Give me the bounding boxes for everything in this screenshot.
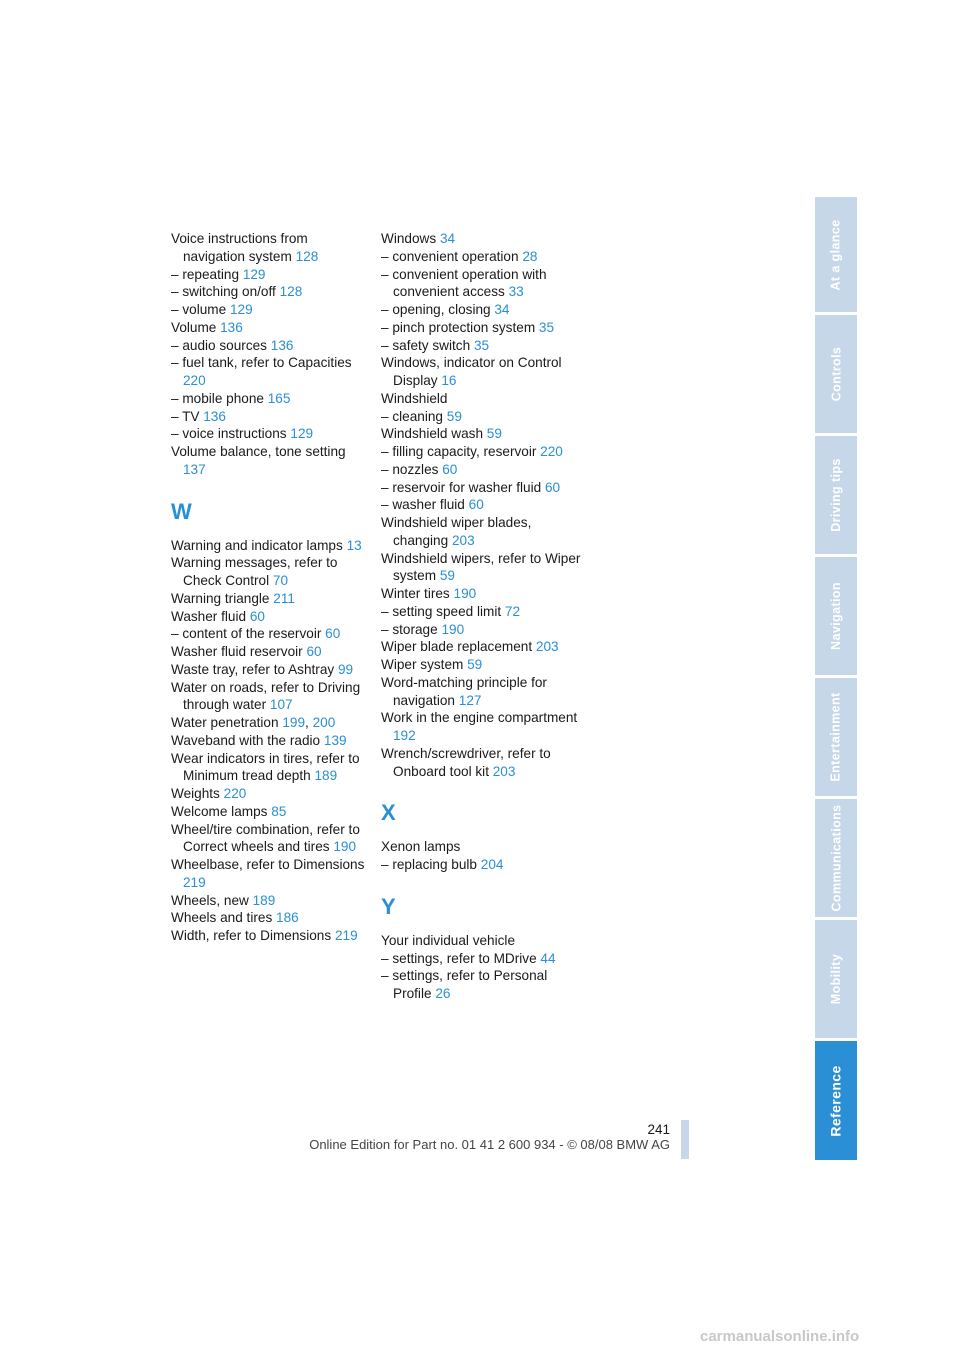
page-reference-link[interactable]: 28 <box>522 248 538 264</box>
page-reference-link[interactable]: 219 <box>183 874 206 890</box>
index-entry-text: – repeating <box>171 266 240 282</box>
tab-entertainment[interactable] <box>815 678 857 796</box>
index-entry <box>171 390 371 408</box>
tab-at-a-glance[interactable] <box>815 197 857 312</box>
index-entry-text: Xenon lamps <box>381 839 461 855</box>
tab-reference[interactable] <box>815 1041 857 1160</box>
page-reference-link[interactable]: 60 <box>442 461 458 477</box>
index-entry <box>171 554 371 590</box>
page-reference-link[interactable]: 203 <box>451 532 475 548</box>
page-reference-link[interactable]: 137 <box>183 461 206 477</box>
page-reference-link[interactable]: 60 <box>544 479 561 495</box>
index-entry <box>381 838 581 856</box>
index-entry: Water penetration 199, 200 <box>171 715 336 730</box>
index-entry-text: – volume <box>171 302 227 317</box>
index-entry-text: – switching on/off <box>171 284 276 300</box>
index-entry <box>381 266 581 302</box>
page-reference-link[interactable]: 70 <box>272 573 289 588</box>
index-entry-text: Windshield wash <box>381 426 483 442</box>
index-entry <box>171 301 371 319</box>
index-entry <box>171 732 371 750</box>
index-entry-text: – settings, refer to MDrive <box>381 950 537 966</box>
index-entry-text: – washer fluid <box>381 497 465 513</box>
index-entry-text: – mobile phone <box>171 390 264 406</box>
index-entry <box>381 674 581 710</box>
index-entry-text: – fuel tank, refer to Capacities <box>171 355 352 371</box>
index-entry <box>381 319 581 337</box>
page-reference-link[interactable]: 190 <box>453 586 477 601</box>
index-entry <box>171 803 371 821</box>
index-entry <box>381 745 581 781</box>
index-entry-text: Wear indicators in tires, refer to Minimum tread depth <box>171 750 360 784</box>
index-entry <box>171 608 371 626</box>
index-entry <box>381 408 581 426</box>
index-entry-text: Wheelbase, refer to Dimensions <box>171 857 365 872</box>
index-entry <box>381 621 581 639</box>
page-reference-link[interactable]: 59 <box>486 426 502 442</box>
index-entry <box>381 230 581 248</box>
index-entry-text: – voice instructions <box>171 426 287 442</box>
index-entry <box>381 856 581 874</box>
index-entry <box>381 496 581 514</box>
index-entry <box>171 266 371 284</box>
index-column-left <box>171 230 371 945</box>
index-entry <box>171 679 371 715</box>
index-entry-text: Windshield <box>381 390 448 406</box>
tab-driving-tips[interactable] <box>815 436 857 554</box>
index-entry <box>171 283 371 301</box>
index-column-right <box>381 230 581 1003</box>
page-reference-link[interactable]: 220 <box>223 786 247 801</box>
index-entry <box>171 856 371 892</box>
index-entry <box>381 337 581 355</box>
index-entry <box>171 408 371 426</box>
index-entry <box>381 932 581 950</box>
index-letter-heading: Y <box>381 893 396 919</box>
index-entry <box>381 950 581 968</box>
page-reference-link[interactable]: 211 <box>273 590 295 606</box>
page-reference-link[interactable]: 199 <box>282 715 306 730</box>
index-entry-text: Washer fluid reservoir <box>171 644 303 659</box>
page-number: 241 <box>647 1122 670 1137</box>
index-entry <box>381 967 581 1003</box>
page-reference-link[interactable]: 129 <box>290 426 314 442</box>
index-entry-text: – pinch protection system <box>381 319 536 335</box>
index-entry-text: – audio sources <box>171 337 267 353</box>
index-entry <box>381 585 581 603</box>
page-reference-link[interactable]: 203 <box>492 763 516 779</box>
page-reference-link[interactable]: 129 <box>229 302 253 317</box>
index-entry-text: Waveband with the radio <box>171 732 321 748</box>
index-entry <box>381 550 581 586</box>
index-entry <box>171 821 371 857</box>
page-reference-link[interactable]: 190 <box>333 839 357 855</box>
index-entry-text: – nozzles <box>381 461 439 477</box>
page-reference-link[interactable]: 136 <box>203 408 226 424</box>
page-reference-link[interactable]: 204 <box>480 857 504 872</box>
page-reference-link[interactable]: 44 <box>540 950 556 966</box>
index-entry <box>171 909 371 927</box>
footer-text: Online Edition for Part no. 01 41 2 600 934 - © 08/08 BMW AG <box>309 1137 670 1152</box>
index-entry-text: – convenient operation with convenient access <box>381 266 547 300</box>
index-letter-heading: W <box>171 498 192 524</box>
index-entry-text: Warning and indicator lamps <box>171 537 343 553</box>
page-reference-link[interactable]: 35 <box>538 319 555 335</box>
page-reference-link[interactable]: 60 <box>325 626 341 642</box>
page-reference-link[interactable]: 165 <box>267 390 291 406</box>
index-entry-text: – content of the reservoir <box>171 626 322 642</box>
index-entry-text: Work in the engine compartment <box>381 710 578 726</box>
index-entry-text: Wheels and tires <box>171 910 273 926</box>
index-entry-text: – reservoir for washer fluid <box>381 479 542 495</box>
page-reference-link[interactable]: 139 <box>323 732 347 748</box>
index-entry <box>381 603 581 621</box>
index-entry <box>381 425 581 443</box>
index-entry <box>171 785 371 803</box>
index-entry-text: Wiper system <box>381 657 464 672</box>
index-entry-text: – setting speed limit <box>381 603 502 619</box>
index-entry-text: Wrench/screwdriver, refer to Onboard tool kit <box>381 745 551 779</box>
watermark: carmanualsonline.info <box>700 1328 860 1345</box>
index-entry <box>171 319 371 337</box>
page-reference-link[interactable]: 26 <box>435 986 451 1001</box>
page-reference-link[interactable]: 60 <box>306 644 322 659</box>
index-entry-text: Voice instructions from navigation system <box>171 231 308 264</box>
index-entry <box>171 927 371 945</box>
page-reference-link[interactable]: 107 <box>269 697 293 713</box>
page-reference-link[interactable]: 189 <box>252 892 276 908</box>
index-entry-text: Warning messages, refer to Check Control <box>171 555 338 588</box>
tab-label: Communications <box>829 804 843 912</box>
tab-navigation[interactable] <box>815 557 857 675</box>
page-reference-link[interactable]: 136 <box>270 337 294 353</box>
index-entry-text: Volume balance, tone setting <box>171 444 346 459</box>
tab-label: Navigation <box>829 582 843 650</box>
index-entry-text: Water on roads, refer to Driving through water <box>171 679 361 713</box>
index-entry-text: – TV <box>171 408 200 424</box>
index-entry-text: Word-matching principle for navigation <box>381 674 547 708</box>
page-reference-link[interactable]: 35 <box>473 337 490 353</box>
tab-controls[interactable] <box>815 315 857 433</box>
page-reference-link[interactable]: 34 <box>439 231 456 246</box>
index-entry-text: – safety switch <box>381 337 471 353</box>
index-entry-text: Your individual vehicle <box>381 932 516 948</box>
index-entry-text: – storage <box>381 621 438 637</box>
index-entry-text: Weights <box>171 786 220 801</box>
tab-label: Driving tips <box>829 458 843 532</box>
index-entry-text: Wiper blade replacement <box>381 639 533 655</box>
index-entry <box>171 590 371 608</box>
index-entry <box>171 750 371 786</box>
page-reference-link[interactable]: 136 <box>220 319 243 335</box>
index-entry <box>171 892 371 910</box>
page-reference-link[interactable]: 85 <box>271 803 287 819</box>
index-entry <box>171 425 371 443</box>
page-reference-link[interactable]: 128 <box>279 284 303 300</box>
page-reference-link[interactable]: 60 <box>249 608 265 624</box>
index-entry <box>381 390 581 408</box>
index-entry-text: Winter tires <box>381 586 450 601</box>
index-entry <box>381 461 581 479</box>
index-entry <box>171 643 371 661</box>
index-entry-text: – opening, closing <box>381 302 491 317</box>
index-entry <box>381 709 581 745</box>
index-entry-text: Windshield wipers, refer to Wiper system <box>381 550 581 584</box>
index-entry <box>171 661 371 679</box>
index-entry <box>381 248 581 266</box>
index-entry-text: Warning triangle <box>171 590 270 606</box>
index-entry-text: – replacing bulb <box>381 857 477 872</box>
index-entry <box>381 354 581 390</box>
page-reference-link[interactable]: 99 <box>337 661 354 677</box>
page-reference-link[interactable]: 220 <box>540 444 563 459</box>
index-entry <box>171 230 371 266</box>
index-entry-text: Washer fluid <box>171 608 247 624</box>
page-reference-link[interactable]: 200 <box>312 715 336 730</box>
index-entry <box>381 443 581 461</box>
tab-label: Controls <box>829 346 843 402</box>
index-entry <box>171 537 371 555</box>
tab-label: Reference <box>828 1064 844 1137</box>
index-entry-text: – filling capacity, reservoir <box>381 444 537 459</box>
tab-label: Entertainment <box>829 692 843 782</box>
page-reference-link[interactable]: 186 <box>276 910 299 926</box>
page-reference-link[interactable]: 60 <box>468 497 484 513</box>
page-reference-link[interactable]: 59 <box>439 568 455 584</box>
page-reference-link[interactable]: 16 <box>441 373 457 388</box>
index-entry-text: – settings, refer to Personal Profile <box>381 968 548 1001</box>
page-reference-link[interactable]: 127 <box>458 692 482 708</box>
index-entry-text: Waste tray, refer to Ashtray <box>171 661 335 677</box>
index-entry <box>171 625 371 643</box>
page-reference-link[interactable]: 189 <box>314 768 338 784</box>
index-entry-text: Volume <box>171 319 217 335</box>
page-reference-link[interactable]: 190 <box>441 621 465 637</box>
page-reference-link[interactable]: 219 <box>334 928 358 943</box>
index-entry-text: Wheels, new <box>171 892 249 908</box>
index-letter-heading: X <box>381 800 396 826</box>
page-reference-link[interactable]: 129 <box>242 266 266 282</box>
index-entry <box>381 479 581 497</box>
footer-accent-bar <box>681 1120 689 1159</box>
page-reference-link[interactable]: 203 <box>535 639 559 655</box>
index-entry <box>381 656 581 674</box>
index-entry-text: Width, refer to Dimensions <box>171 928 332 943</box>
page-reference-link[interactable]: 13 <box>346 537 362 553</box>
index-entry-text: Windows, indicator on Control Display <box>381 355 562 388</box>
index-entry-text: Welcome lamps <box>171 803 268 819</box>
page-reference-link[interactable]: 192 <box>393 728 416 743</box>
page-reference-link[interactable]: 33 <box>508 284 524 300</box>
index-entry <box>171 354 371 390</box>
page-reference-link[interactable]: 72 <box>504 603 521 619</box>
tab-mobility[interactable] <box>815 920 857 1038</box>
section-tabs-sidebar <box>815 197 857 1160</box>
index-entry <box>381 301 581 319</box>
index-entry-text: – convenient operation <box>381 248 519 264</box>
index-entry-text: Wheel/tire combination, refer to Correct wheels and tires <box>171 821 360 855</box>
index-entry-text: Windows <box>381 231 437 246</box>
tab-communications[interactable] <box>815 799 857 917</box>
index-entry <box>381 514 581 550</box>
tab-label: Mobility <box>829 953 844 1005</box>
page-reference-link[interactable]: 34 <box>494 302 510 317</box>
index-entry-text: – cleaning <box>381 408 443 424</box>
page-reference-link[interactable]: 59 <box>446 408 462 424</box>
tab-label: At a glance <box>829 218 843 291</box>
index-entry <box>171 443 371 479</box>
index-entry <box>381 638 581 656</box>
page-reference-link[interactable]: 220 <box>183 373 206 388</box>
page-reference-link[interactable]: 59 <box>467 657 483 672</box>
index-entry-text: Windshield wiper blades, changing <box>381 515 532 548</box>
index-entry <box>171 337 371 355</box>
index-entry-text: Water penetration <box>171 715 279 730</box>
page-reference-link[interactable]: 128 <box>295 248 319 264</box>
